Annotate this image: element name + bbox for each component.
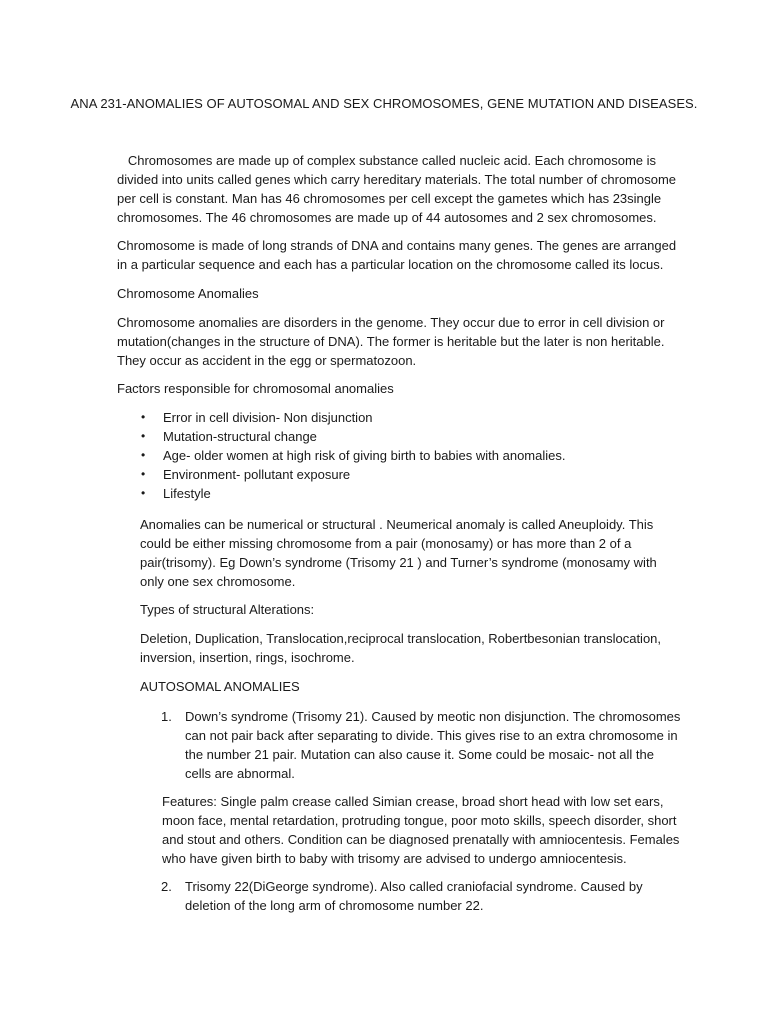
heading-chromosome-anomalies: Chromosome Anomalies (117, 286, 259, 301)
factor-text: Mutation-structural change (163, 429, 317, 444)
item-number: 1. (161, 709, 172, 724)
paragraph-structural-types: Deletion, Duplication, Translocation,reciprocal translocation, Robertbesonian translocation, inversion, insertion, rings, isochrome. (140, 631, 662, 665)
factor-text: Age- older women at high risk of giving birth to babies with anomalies. (163, 448, 566, 463)
item-text: Trisomy 22(DiGeorge syndrome). Also called craniofacial syndrome. Caused by deletion of the long arm of chromosome number 22. (185, 879, 643, 913)
bullet-icon: • (141, 448, 146, 462)
factor-text: Environment- pollutant exposure (163, 467, 351, 482)
factor-text: Error in cell division- Non disjunction (163, 410, 373, 425)
document-title: ANA 231-ANOMALIES OF AUTOSOMAL AND SEX CHROMOSOMES, GENE MUTATION AND DISEASES. (70, 96, 698, 111)
autosomal-item-downs (161, 707, 681, 783)
item-text: Down’s syndrome (Trisomy 21). Caused by meotic non disjunction. The chromosomes can not pair back after separating to divide. This gives rise to an extra chromosome in the number 21 pair. Mutation can also cause it. Some could be mosaic- not all the cells are abnormal. (185, 709, 681, 781)
list-item (140, 446, 680, 465)
list-item (140, 427, 680, 446)
paragraph-chromosomes-intro: Chromosomes are made up of complex substance called nucleic acid. Each chromosome is divided into units called genes which carry hereditary materials. The total number of chromosome per cell is constant. Man has 46 chromosomes per cell except the gametes which has 23single chromosomes. The 46 chromosomes are made up of 44 autosomes and 2 sex chromosomes. (117, 153, 680, 225)
paragraph-anomalies-definition: Chromosome anomalies are disorders in the genome. They occur due to error in cell division or mutation(changes in the structure of DNA). The former is heritable but the later is non heritable. They occur as accident in the egg or spermatozoon. (117, 315, 665, 368)
list-item (140, 465, 680, 484)
autosomal-item-digeorge (161, 877, 681, 915)
list-item (140, 408, 680, 427)
bullet-icon: • (141, 467, 146, 481)
bullet-icon: • (141, 486, 146, 500)
heading-factors: Factors responsible for chromosomal anomalies (117, 381, 394, 396)
heading-structural-alterations: Types of structural Alterations: (140, 602, 315, 617)
paragraph-dna-locus: Chromosome is made of long strands of DNA and contains many genes. The genes are arranged in a particular sequence and each has a particular location on the chromosome called its locus. (117, 238, 677, 272)
list-item (140, 484, 680, 503)
factor-text: Lifestyle (163, 486, 211, 501)
paragraph-numerical-structural: Anomalies can be numerical or structural . Neumerical anomaly is called Aneuploidy. This could be either missing chromosome from a pair (monosamy) or has more than 2 of a pair(trisomy). Eg Down’s syndrome (Trisomy 21 ) and Turner’s syndrome (monosamy with only one sex chromosome. (140, 517, 657, 589)
paragraph-features: Features: Single palm crease called Simian crease, broad short head with low set ears, moon face, mental retardation, protruding tongue, poor moto skills, speech disorder, short and stout and others. Condition can be diagnosed prenatally with amniocentesis. Females who have given birth to baby with trisomy are advised to undergo amniocentesis. (162, 794, 680, 866)
heading-autosomal-anomalies: AUTOSOMAL ANOMALIES (140, 679, 300, 694)
item-number: 2. (161, 879, 172, 894)
bullet-icon: • (141, 410, 146, 424)
factors-list (140, 408, 680, 503)
bullet-icon: • (141, 429, 146, 443)
